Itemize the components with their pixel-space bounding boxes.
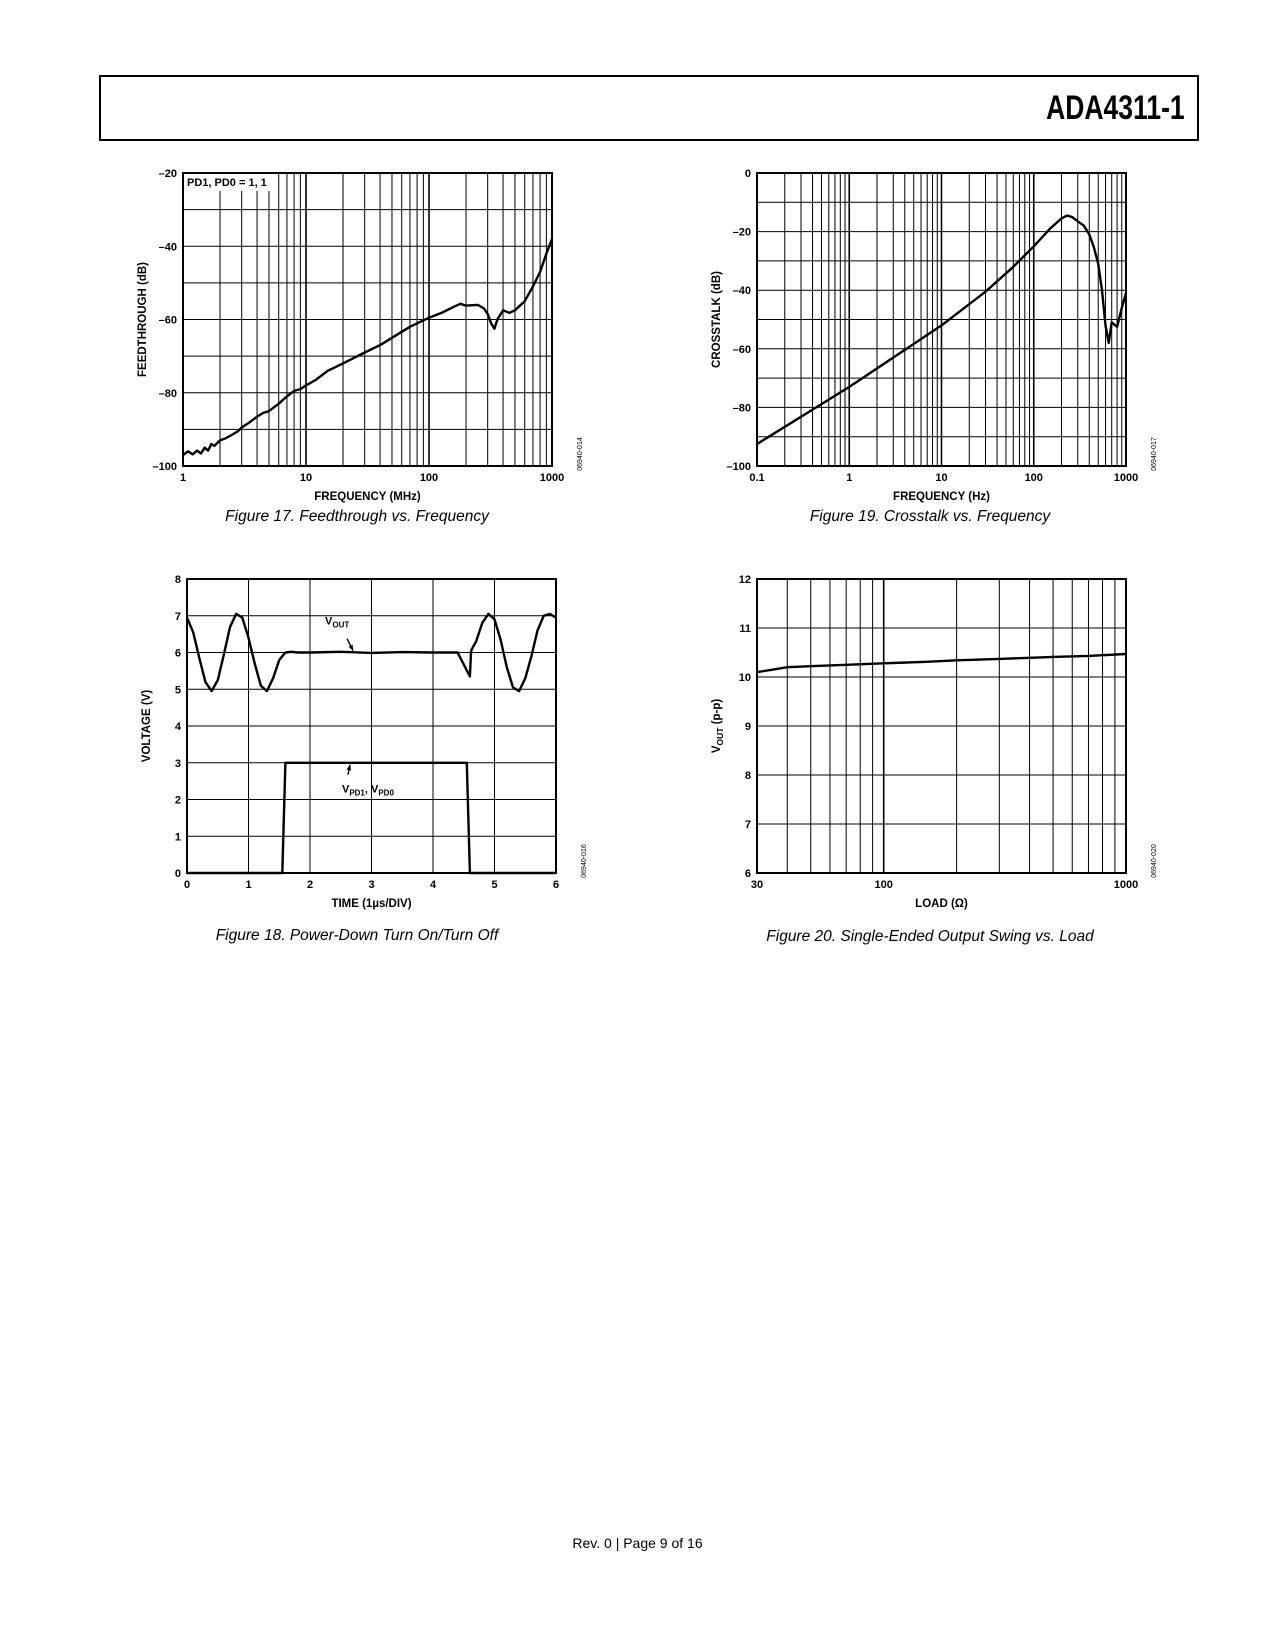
y-tick-label: 8: [744, 770, 751, 782]
x-tick-label: 1: [846, 472, 853, 484]
y-tick-label: 5: [174, 684, 181, 697]
chart-fig20: [711, 574, 1158, 910]
y-tick-label: 1: [174, 831, 181, 844]
y-tick-label: 8: [174, 574, 181, 586]
y-tick-label: 0: [744, 168, 751, 180]
y-tick-label: 7: [174, 610, 181, 623]
y-tick-label: –20: [158, 168, 177, 180]
y-axis-label: $V_{OUT}$ (p-p): [711, 698, 725, 754]
y-tick-label: 6: [744, 868, 751, 880]
x-axis-label: FREQUENCY (Hz): [893, 491, 990, 503]
y-tick-label: 10: [738, 672, 751, 684]
x-tick-label: 100: [874, 879, 893, 891]
x-tick-label: 100: [419, 472, 439, 484]
figure-code: 06940-016: [581, 844, 588, 878]
x-tick-label: 0.1: [749, 472, 765, 484]
caption-fig20: Figure 20. Single-Ended Output Swing vs. Load: [766, 928, 1094, 945]
x-tick-label: 30: [750, 879, 764, 891]
x-tick-label: 10: [935, 472, 948, 484]
y-tick-label: –100: [152, 461, 177, 473]
series-line-0: [183, 239, 552, 455]
x-tick-label: 100: [1024, 472, 1043, 484]
x-tick-label: 2: [306, 879, 314, 891]
caption-fig18: Figure 18. Power-Down Turn On/Turn Off: [215, 927, 499, 944]
x-tick-label: 1: [179, 472, 187, 484]
x-tick-label: 1000: [1113, 879, 1139, 891]
x-tick-label: 5: [491, 879, 498, 891]
y-tick-label: 2: [174, 794, 181, 807]
x-axis-label: FREQUENCY (MHz): [314, 491, 421, 503]
x-tick-label: 1000: [539, 472, 565, 484]
y-tick-label: 12: [738, 574, 751, 586]
chart-fig17: [137, 168, 584, 503]
x-axis-label: TIME (1µs/DIV): [331, 898, 412, 910]
y-tick-label: 7: [744, 819, 751, 831]
y-tick-label: –60: [158, 314, 177, 327]
part-number: ADA4311-1: [1046, 89, 1185, 127]
figure-code: 06940-014: [577, 437, 584, 471]
x-axis-label: LOAD (Ω): [915, 898, 968, 910]
y-tick-label: 9: [744, 721, 751, 733]
y-tick-label: 6: [174, 647, 181, 660]
y-axis-label: FEEDTHROUGH (dB): [137, 262, 149, 377]
series-line-0: [757, 654, 1126, 672]
y-tick-label: 4: [174, 721, 181, 733]
y-tick-label: –60: [732, 343, 751, 356]
x-tick-label: 3: [368, 879, 375, 891]
y-axis-label: VOLTAGE (V): [141, 689, 153, 763]
x-tick-label: 1000: [1113, 472, 1139, 484]
y-tick-label: 3: [174, 757, 181, 770]
y-tick-label: –20: [732, 226, 751, 239]
y-axis-label: CROSSTALK (dB): [711, 271, 723, 368]
y-tick-label: –40: [732, 285, 751, 298]
chart-fig19: [711, 168, 1158, 503]
y-tick-label: –100: [726, 461, 751, 473]
x-tick-label: 4: [429, 879, 437, 891]
y-tick-label: 0: [174, 868, 181, 880]
annotation-label: $V_{PD1}$, $V_{PD0}$: [341, 783, 394, 798]
annotation-text: PD1, PD0 = 1, 1: [187, 177, 267, 189]
y-tick-label: –80: [732, 402, 751, 415]
y-tick-label: 11: [739, 623, 751, 635]
x-tick-label: 1: [245, 879, 252, 891]
x-tick-label: 6: [552, 879, 560, 891]
figure-code: 06940-020: [1151, 844, 1158, 878]
caption-fig17: Figure 17. Feedthrough vs. Frequency: [225, 508, 489, 525]
page-footer: Rev. 0 | Page 9 of 16: [572, 1535, 703, 1551]
annotation-label: $V_{OUT}$: [325, 615, 350, 630]
x-tick-label: 10: [299, 472, 313, 484]
chart-fig18: [141, 574, 588, 910]
caption-fig19: Figure 19. Crosstalk vs. Frequency: [809, 508, 1051, 525]
x-tick-label: 0: [183, 879, 191, 891]
y-tick-label: –80: [158, 387, 177, 400]
figure-code: 06940-017: [1151, 437, 1158, 471]
y-tick-label: –40: [158, 241, 177, 254]
